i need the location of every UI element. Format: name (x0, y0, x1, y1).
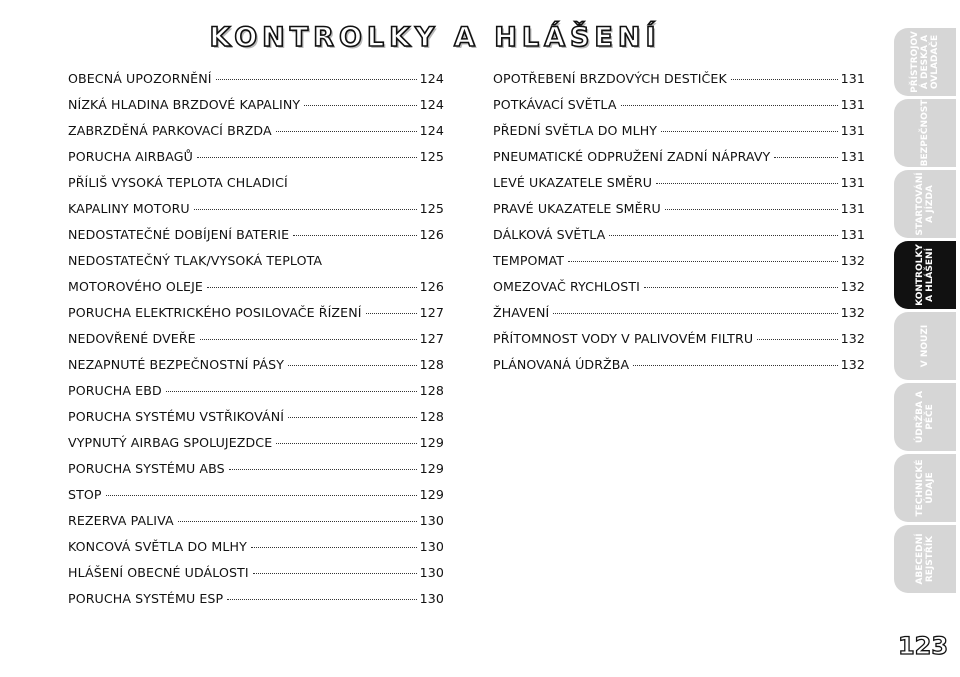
toc-entry-page: 131 (840, 71, 865, 86)
toc-entry-label: OBECNÁ UPOZORNĚNÍ (68, 71, 212, 86)
chapter-tab[interactable] (894, 28, 956, 96)
toc-entry-label: PŘEDNÍ SVĚTLA DO MLHY (493, 123, 658, 138)
dot-leader (661, 130, 838, 132)
dot-leader (227, 598, 416, 600)
toc-entry-page: 131 (840, 227, 865, 242)
dot-leader (194, 208, 417, 210)
toc-entry[interactable] (493, 66, 865, 92)
toc-entry[interactable] (68, 170, 444, 222)
toc-entry-label: PNEUMATICKÉ ODPRUŽENÍ ZADNÍ NÁPRAVY (493, 149, 771, 164)
chapter-tab[interactable] (894, 312, 956, 380)
toc-entry[interactable] (493, 326, 865, 352)
dot-leader (665, 208, 838, 210)
dot-leader (288, 364, 417, 366)
dot-leader (656, 182, 838, 184)
chapter-tab-label: ÚDRŽBA A PÉČE (915, 390, 935, 444)
toc-entry[interactable] (68, 66, 444, 92)
toc-entry-page: 132 (840, 357, 865, 372)
dot-leader (609, 234, 837, 236)
toc-left-column (68, 66, 444, 612)
toc-entry-page: 124 (419, 123, 444, 138)
toc-entry[interactable] (68, 586, 444, 612)
toc-entry[interactable] (68, 430, 444, 456)
dot-leader (774, 156, 837, 158)
toc-entry-page: 130 (419, 591, 444, 606)
toc-entry-label: POTKÁVACÍ SVĚTLA (493, 97, 617, 112)
toc-entry-label: PORUCHA ELEKTRICKÉHO POSILOVAČE ŘÍZENÍ (68, 305, 362, 320)
chapter-tab-label: V NOUZI (920, 324, 930, 368)
page-number: 123 (897, 632, 949, 660)
toc-entry-page: 132 (840, 331, 865, 346)
chapter-tab[interactable] (894, 170, 956, 238)
toc-entry-label: PORUCHA SYSTÉMU ESP (68, 591, 224, 606)
toc-entry-label: NEZAPNUTÉ BEZPEČNOSTNÍ PÁSY (68, 357, 285, 372)
toc-entry-page: 130 (419, 565, 444, 580)
dot-leader (293, 234, 416, 236)
toc-entry[interactable] (68, 352, 444, 378)
toc-entry-label: ZABRZDĚNÁ PARKOVACÍ BRZDA (68, 123, 272, 138)
toc-entry-page: 129 (419, 461, 444, 476)
toc-entry-page: 130 (419, 539, 444, 554)
toc-entry-page: 129 (419, 435, 444, 450)
toc-entry-page: 132 (840, 305, 865, 320)
toc-entry[interactable] (493, 170, 865, 196)
dot-leader (229, 468, 417, 470)
toc-entry-page: 132 (840, 253, 865, 268)
toc-entry-label: PORUCHA AIRBAGŮ (68, 149, 193, 164)
toc-entry[interactable] (493, 92, 865, 118)
toc-entry-label: PORUCHA EBD (68, 383, 162, 398)
dot-leader (216, 78, 417, 80)
dot-leader (757, 338, 838, 340)
toc-entry[interactable] (68, 326, 444, 352)
chapter-tab-label: BEZPEČNOST (920, 99, 930, 167)
toc-entry-page: 129 (419, 487, 444, 502)
toc-entry-label: HLÁŠENÍ OBECNÉ UDÁLOSTI (68, 565, 249, 580)
dot-leader (276, 442, 416, 444)
toc-entry-label: ŽHAVENÍ (493, 305, 550, 320)
toc-entry[interactable] (68, 378, 444, 404)
toc-entry-page: 128 (419, 409, 444, 424)
chapter-tab-label: STARTOVÁNÍ A JÍZDA (915, 172, 935, 236)
toc-entry[interactable] (493, 118, 865, 144)
toc-entry[interactable] (68, 560, 444, 586)
toc-entry-label: PRAVÉ UKAZATELE SMĚRU (493, 201, 661, 216)
chapter-tab[interactable] (894, 525, 956, 593)
dot-leader (633, 364, 837, 366)
toc-entry-label: REZERVA PALIVA (68, 513, 174, 528)
page-title: KONTROLKY A HLÁŠENÍ (209, 22, 661, 53)
dot-leader (197, 156, 417, 158)
toc-entry-label: TEMPOMAT (493, 253, 565, 268)
chapter-tab-label: ABECEDNÍ REJSTŘÍK (915, 533, 935, 585)
toc-entry-page: 126 (419, 279, 444, 294)
dot-leader (178, 520, 417, 522)
toc-entry-page: 128 (419, 357, 444, 372)
toc-entry[interactable] (493, 300, 865, 326)
toc-entry-page: 127 (419, 331, 444, 346)
toc-entry-label: MOTOROVÉHO OLEJE (68, 279, 203, 294)
toc-entry[interactable] (493, 144, 865, 170)
toc-entry[interactable] (68, 118, 444, 144)
toc-entry-label: PŘÍTOMNOST VODY V PALIVOVÉM FILTRU (493, 331, 754, 346)
toc-entry[interactable] (493, 274, 865, 300)
dot-leader (366, 312, 417, 314)
dot-leader (166, 390, 417, 392)
toc-entry[interactable] (68, 92, 444, 118)
toc-entry-label: PLÁNOVANÁ ÚDRŽBA (493, 357, 630, 372)
toc-entry[interactable] (68, 222, 444, 248)
toc-entry[interactable] (68, 248, 444, 300)
dot-leader (276, 130, 417, 132)
toc-entry[interactable] (68, 144, 444, 170)
toc-entry-label-line1: PŘÍLIŠ VYSOKÁ TEPLOTA CHLADICÍ (68, 175, 288, 190)
toc-entry-page: 131 (840, 201, 865, 216)
toc-entry[interactable] (68, 508, 444, 534)
toc-entry-label: NÍZKÁ HLADINA BRZDOVÉ KAPALINY (68, 97, 301, 112)
toc-entry-label: KONCOVÁ SVĚTLA DO MLHY (68, 539, 247, 554)
toc-entry-label: OPOTŘEBENÍ BRZDOVÝCH DESTIČEK (493, 71, 727, 86)
toc-entry-page: 131 (840, 175, 865, 190)
toc-entry-label: NEDOSTATEČNÉ DOBÍJENÍ BATERIE (68, 227, 290, 242)
toc-entry[interactable] (493, 248, 865, 274)
toc-entry[interactable] (493, 222, 865, 248)
toc-entry-label: STOP (68, 487, 102, 502)
toc-entry[interactable] (68, 404, 444, 430)
toc-entry-label: LEVÉ UKAZATELE SMĚRU (493, 175, 653, 190)
dot-leader (106, 494, 417, 496)
toc-right-column (493, 66, 865, 378)
toc-entry-page: 124 (419, 71, 444, 86)
chapter-tab[interactable] (894, 241, 956, 309)
dot-leader (251, 546, 417, 548)
toc-entry-page: 131 (840, 123, 865, 138)
toc-entry[interactable] (68, 534, 444, 560)
toc-entry-page: 130 (419, 513, 444, 528)
dot-leader (304, 104, 417, 106)
dot-leader (568, 260, 838, 262)
dot-leader (731, 78, 838, 80)
chapter-tab-label: TECHNICKÉ ÚDAJE (915, 459, 935, 517)
toc-entry-label: NEDOVŘENÉ DVEŘE (68, 331, 196, 346)
toc-entry-page: 126 (419, 227, 444, 242)
dot-leader (288, 416, 417, 418)
dot-leader (644, 286, 838, 288)
toc-entry-page: 124 (419, 97, 444, 112)
toc-entry-label: PORUCHA SYSTÉMU ABS (68, 461, 225, 476)
toc-entry-page: 128 (419, 383, 444, 398)
chapter-tab-label: PŘÍSTROJOV Á DESKA A OVLADAČE (910, 31, 940, 93)
toc-entry-label: OMEZOVAČ RYCHLOSTI (493, 279, 640, 294)
toc-entry-label: VYPNUTÝ AIRBAG SPOLUJEZDCE (68, 435, 273, 450)
toc-entry[interactable] (493, 352, 865, 378)
toc-entry[interactable] (493, 196, 865, 222)
toc-entry[interactable] (68, 456, 444, 482)
dot-leader (553, 312, 837, 314)
toc-entry-page: 131 (840, 149, 865, 164)
chapter-tab[interactable] (894, 383, 956, 451)
toc-entry-page: 132 (840, 279, 865, 294)
toc-entry-page: 131 (840, 97, 865, 112)
chapter-tab[interactable] (894, 99, 956, 167)
chapter-tab-label: KONTROLKY A HLÁŠENÍ (915, 244, 935, 306)
toc-entry-label: PORUCHA SYSTÉMU VSTŘIKOVÁNÍ (68, 409, 285, 424)
toc-entry-page: 125 (419, 149, 444, 164)
toc-entry[interactable] (68, 482, 444, 508)
toc-entry-page: 125 (419, 201, 444, 216)
toc-entry-label: DÁLKOVÁ SVĚTLA (493, 227, 606, 242)
toc-entry-label: KAPALINY MOTORU (68, 201, 190, 216)
toc-entry-page: 127 (419, 305, 444, 320)
toc-entry-label-line1: NEDOSTATEČNÝ TLAK/VYSOKÁ TEPLOTA (68, 253, 323, 268)
dot-leader (621, 104, 838, 106)
toc-entry[interactable] (68, 300, 444, 326)
chapter-tab[interactable] (894, 454, 956, 522)
dot-leader (200, 338, 417, 340)
dot-leader (253, 572, 417, 574)
dot-leader (207, 286, 417, 288)
